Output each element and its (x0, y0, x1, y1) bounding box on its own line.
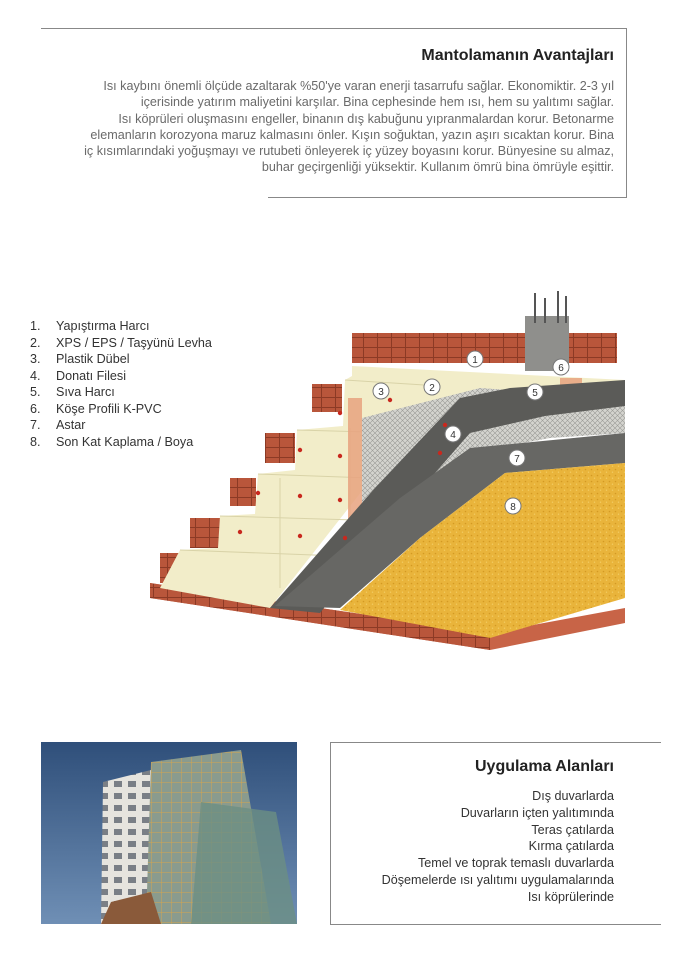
application-item: Dış duvarlarda (532, 789, 614, 803)
svg-text:7: 7 (514, 454, 520, 465)
svg-text:5: 5 (532, 388, 538, 399)
application-list (340, 788, 614, 906)
svg-text:3: 3 (378, 387, 384, 398)
application-frame-top (330, 742, 661, 743)
insulation-diagram (140, 288, 630, 658)
advantages-line: iç kısımlarındaki yoğuşmayı ve rutubeti önleyerek iç yüzey boyasını korur. Bünyesine su almaz, (84, 144, 614, 159)
application-item: Temel ve toprak temaslı duvarlarda (418, 856, 614, 871)
building-photo (41, 742, 297, 924)
svg-text:4: 4 (450, 430, 456, 441)
advantages-frame-bottom (268, 197, 627, 198)
application-frame-left (330, 742, 331, 925)
application-frame-bottom (330, 924, 661, 925)
advantages-body (58, 78, 614, 176)
diagram-badge-7 (509, 450, 525, 466)
diagram-badge-1 (467, 351, 483, 367)
layer-item: 5. Sıva Harcı (30, 385, 115, 399)
layer-item: 8. Son Kat Kaplama / Boya (30, 434, 194, 449)
advantages-frame-right (626, 28, 627, 198)
layer-item: 1. Yapıştırma Harcı (30, 319, 150, 333)
diagram-badge-6 (553, 359, 569, 375)
advantages-line: elemanların korozyona maruz kalmasını önler. Kışın soğuktan, yazın aşırı sıcaktan korur. Bina (90, 127, 614, 142)
advantages-line: içerisinde yatırım maliyetini karşılar. Bina cephesinde hem ısı, hem su yalıtımı sağlar. (140, 95, 614, 110)
diagram-badge-5 (527, 384, 543, 400)
diagram-badge-4 (445, 426, 461, 442)
diagram-badge-2 (424, 379, 440, 395)
layer-item: 3. Plastik Dübel (30, 352, 130, 366)
layer-item: 7. Astar (30, 418, 86, 432)
svg-text:1: 1 (472, 355, 478, 366)
application-item: Teras çatılarda (531, 822, 614, 837)
application-item: Kırma çatılarda (528, 839, 614, 854)
svg-text:8: 8 (510, 502, 516, 513)
advantages-line: Isı kaybını önemli ölçüde azaltarak %50'ye varan enerji tasarrufu sağlar. Ekonomiktir. 2-3 yıl (103, 79, 614, 93)
advantages-line: buhar geçirgenliği yüksektir. Kullanım ömrü bina ömrüyle eşittir. (261, 160, 614, 175)
advantages-line: Isı köprüleri oluşmasını engeller, binanın dış kabuğunu yıpranmalardan korur. Betonarme (118, 111, 614, 126)
diagram-badge-3 (373, 383, 389, 399)
layer-item: 4. Donatı Filesi (30, 368, 126, 383)
application-item: Isı köprülerinde (527, 889, 614, 904)
svg-text:6: 6 (558, 363, 564, 374)
advantages-title: Mantolamanın Avantajları (421, 47, 614, 64)
application-item: Döşemelerde ısı yalıtımı uygulamalarında (381, 872, 614, 887)
application-item: Duvarların içten yalıtımında (460, 805, 614, 820)
svg-text:2: 2 (429, 383, 435, 394)
application-title: Uygulama Alanları (474, 758, 614, 775)
layer-item: 2. XPS / EPS / Taşyünü Levha (30, 335, 212, 350)
advantages-frame-top (41, 28, 627, 29)
diagram-badge-8 (505, 498, 521, 514)
layer-item: 6. Köşe Profili K-PVC (30, 401, 162, 416)
